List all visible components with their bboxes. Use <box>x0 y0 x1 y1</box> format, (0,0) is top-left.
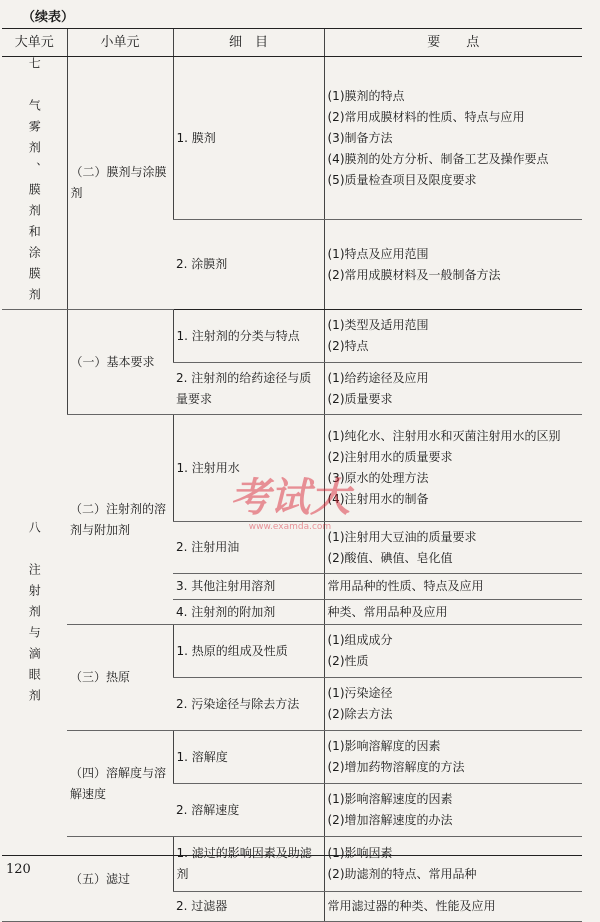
point-text: (1)类型及适用范围 <box>327 318 429 332</box>
point-text: (1)组成成分 <box>327 633 393 647</box>
item-cell: 1. 膜剂 <box>173 57 324 220</box>
item-cell: 1. 溶解度 <box>173 731 324 784</box>
points-cell <box>324 892 582 922</box>
point-text: 种类、常用品种及应用 <box>327 604 448 619</box>
point-text: (2)特点 <box>327 339 369 353</box>
unit-name: 八 注射剂与滴眼剂 <box>27 521 42 710</box>
points-cell <box>324 57 582 220</box>
table-row <box>2 625 582 678</box>
item-cell: 2. 污染途径与除去方法 <box>173 678 324 731</box>
point-text: (4)膜剂的处方分析、制备工艺及操作要点 <box>327 151 549 166</box>
point-text: (1)影响因素 <box>327 846 393 860</box>
point-text: (1)给药途径及应用 <box>327 370 429 385</box>
points-cell <box>324 522 582 574</box>
points-cell <box>324 574 582 600</box>
item-cell: 1. 滤过的影响因素及助滤剂 <box>173 837 324 892</box>
point-text: (2)除去方法 <box>327 707 393 721</box>
point-text: (1)纯化水、注射用水和灭菌注射用水的区别 <box>327 429 561 443</box>
point-text: (1)影响溶解速度的因素 <box>327 792 453 806</box>
point-text: (2)常用成膜材料的性质、特点与应用 <box>327 109 525 124</box>
item-cell: 1. 热原的组成及性质 <box>173 625 324 678</box>
item-cell: 2. 注射剂的给药途径与质量要求 <box>173 363 324 415</box>
bottom-rule <box>2 855 582 856</box>
points-cell <box>324 837 582 892</box>
header-unit: 大单元 <box>2 29 67 57</box>
header-points: 要 点 <box>324 29 582 57</box>
point-text: (1)特点及应用范围 <box>327 246 429 261</box>
points-cell <box>324 678 582 731</box>
point-text: (2)注射用水的质量要求 <box>327 450 453 464</box>
points-cell <box>324 220 582 310</box>
points-cell <box>324 415 582 522</box>
header-subunit: 小单元 <box>67 29 173 57</box>
points-cell <box>324 310 582 363</box>
subunit-cell: （二）注射剂的溶剂与附加剂 <box>67 415 173 625</box>
syllabus-table <box>2 28 582 922</box>
item-cell: 1. 注射用水 <box>173 415 324 522</box>
points-cell <box>324 363 582 415</box>
point-text: (1)膜剂的特点 <box>327 88 405 103</box>
item-cell: 1. 注射剂的分类与特点 <box>173 310 324 363</box>
point-text: (2)助滤剂的特点、常用品种 <box>327 867 477 881</box>
table-row <box>2 57 582 220</box>
watermark-subtext: www.examda.com <box>248 522 332 532</box>
point-text: (2)酸值、碘值、皂化值 <box>327 550 453 565</box>
table-row <box>2 415 582 522</box>
point-text: 常用品种的性质、特点及应用 <box>327 579 484 593</box>
unit-name: 七 气雾剂、膜剂和涂膜剂 <box>27 57 42 309</box>
point-text: (1)影响溶解度的因素 <box>327 739 441 753</box>
point-text: (5)质量检查项目及限度要求 <box>327 172 477 187</box>
point-text: (2)增加药物溶解度的方法 <box>327 760 465 774</box>
item-cell: 4. 注射剂的附加剂 <box>173 600 324 625</box>
points-cell <box>324 625 582 678</box>
point-text: (2)增加溶解速度的办法 <box>327 813 453 827</box>
subunit-cell: （三）热原 <box>67 625 173 731</box>
points-cell <box>324 784 582 837</box>
continued-label: （续表） <box>22 10 75 25</box>
header-row <box>2 29 582 57</box>
page-number: 120 <box>6 862 31 877</box>
subunit-cell: （五）滤过 <box>67 837 173 922</box>
subunit-cell: （一）基本要求 <box>67 310 173 415</box>
subunit-cell: （二）膜剂与涂膜剂 <box>67 57 173 310</box>
point-text: (1)注射用大豆油的质量要求 <box>327 529 477 544</box>
watermark-text: 考试大 <box>230 475 350 521</box>
item-cell: 3. 其他注射用溶剂 <box>173 574 324 600</box>
item-cell: 2. 注射用油 <box>173 522 324 574</box>
points-cell <box>324 600 582 625</box>
point-text: 常用滤过器的种类、性能及应用 <box>327 899 496 913</box>
unit-cell <box>2 310 67 922</box>
table-row <box>2 310 582 363</box>
point-text: (3)原水的处理方法 <box>327 471 429 485</box>
point-text: (3)制备方法 <box>327 130 393 145</box>
point-text: (4)注射用水的制备 <box>327 492 429 506</box>
item-cell: 2. 涂膜剂 <box>173 220 324 310</box>
point-text: (1)污染途径 <box>327 686 393 700</box>
unit-cell <box>2 57 67 310</box>
item-cell: 2. 溶解速度 <box>173 784 324 837</box>
table-row <box>2 837 582 892</box>
points-cell <box>324 731 582 784</box>
point-text: (2)质量要求 <box>327 391 393 406</box>
point-text: (2)性质 <box>327 654 369 668</box>
header-item: 细 目 <box>173 29 324 57</box>
item-cell: 2. 过滤器 <box>173 892 324 922</box>
subunit-cell: （四）溶解度与溶解速度 <box>67 731 173 837</box>
table-row <box>2 731 582 784</box>
point-text: (2)常用成膜材料及一般制备方法 <box>327 267 501 282</box>
